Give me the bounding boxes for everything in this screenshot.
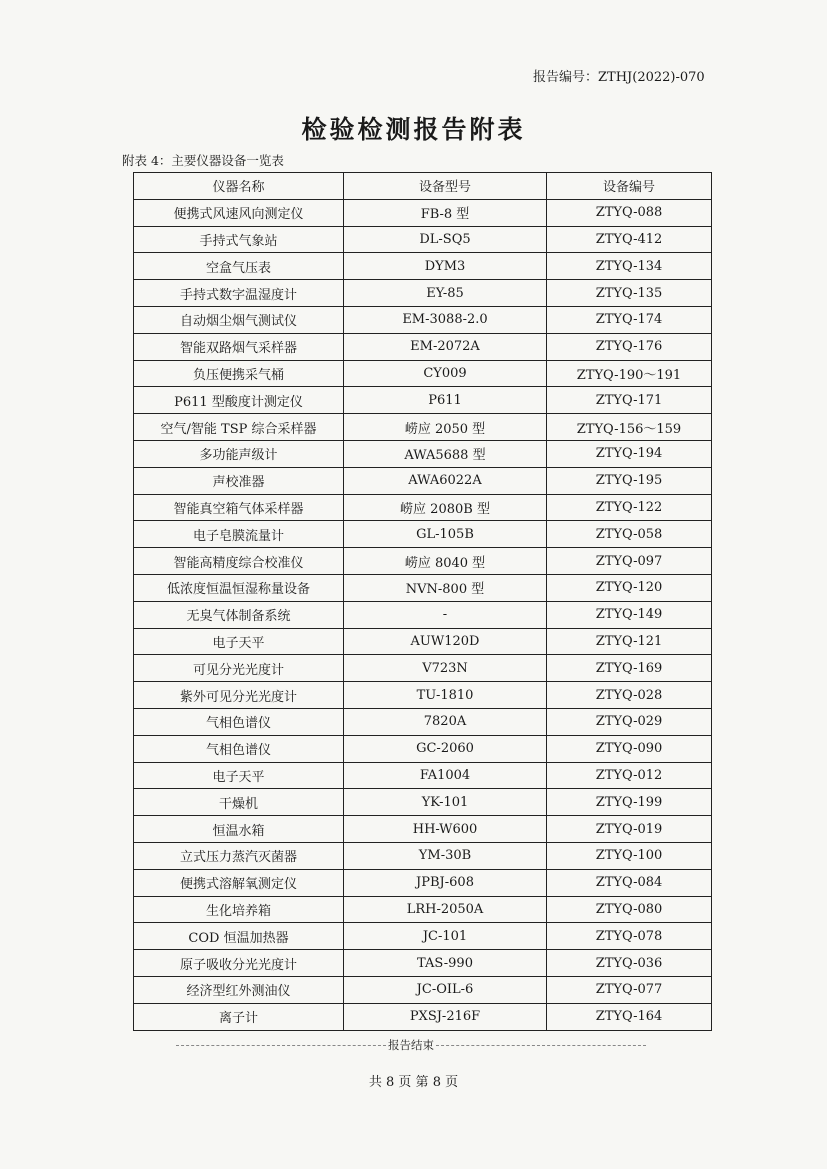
equipment-no-cell: ZTYQ-121 [547, 628, 712, 655]
equipment-no-cell: ZTYQ-036 [547, 950, 712, 977]
equipment-no-cell: ZTYQ-019 [547, 816, 712, 843]
table-row [134, 440, 712, 467]
instrument-name-cell: 电子天平 [134, 628, 344, 655]
equipment-no-cell: ZTYQ-134 [547, 253, 712, 280]
equipment-no-cell: ZTYQ-149 [547, 601, 712, 628]
equipment-no-cell: ZTYQ-028 [547, 682, 712, 709]
model-cell: NVN-800 型 [344, 574, 547, 601]
table-row [134, 923, 712, 950]
equipment-no-cell: ZTYQ-171 [547, 387, 712, 414]
table-row [134, 869, 712, 896]
equipment-no-cell: ZTYQ-012 [547, 762, 712, 789]
table-row [134, 521, 712, 548]
instrument-name-cell: 声校准器 [134, 467, 344, 494]
equipment-no-cell: ZTYQ-195 [547, 467, 712, 494]
instrument-name-cell: 紫外可见分光光度计 [134, 682, 344, 709]
model-cell: JC-OIL-6 [344, 976, 547, 1003]
table-row [134, 842, 712, 869]
equipment-no-cell: ZTYQ-122 [547, 494, 712, 521]
instrument-name-cell: 经济型红外测油仪 [134, 976, 344, 1003]
model-cell: AUW120D [344, 628, 547, 655]
instrument-name-cell: 电子天平 [134, 762, 344, 789]
model-cell: CY009 [344, 360, 547, 387]
equipment-no-cell: ZTYQ-164 [547, 1003, 712, 1030]
instrument-name-cell: 低浓度恒温恒湿称量设备 [134, 574, 344, 601]
table-row [134, 306, 712, 333]
model-cell: P611 [344, 387, 547, 414]
equipment-no-cell: ZTYQ-097 [547, 548, 712, 575]
model-cell: 7820A [344, 708, 547, 735]
model-cell: HH-W600 [344, 816, 547, 843]
model-cell: EY-85 [344, 280, 547, 307]
model-cell: DL-SQ5 [344, 226, 547, 253]
instrument-name-cell: 干燥机 [134, 789, 344, 816]
instrument-name-cell: 负压便携采气桶 [134, 360, 344, 387]
table-row [134, 601, 712, 628]
column-header-equipment-no: 设备编号 [547, 173, 712, 200]
instrument-name-cell: 无臭气体制备系统 [134, 601, 344, 628]
instrument-name-cell: 多功能声级计 [134, 440, 344, 467]
equipment-no-cell: ZTYQ-058 [547, 521, 712, 548]
table-row [134, 789, 712, 816]
report-end-marker [176, 1037, 646, 1053]
instrument-name-cell: 便携式溶解氧测定仪 [134, 869, 344, 896]
equipment-no-cell: ZTYQ-100 [547, 842, 712, 869]
table-row [134, 1003, 712, 1030]
table-row [134, 655, 712, 682]
column-header-model: 设备型号 [344, 173, 547, 200]
model-cell: 崂应 8040 型 [344, 548, 547, 575]
instrument-name-cell: 便携式风速风向测定仪 [134, 199, 344, 226]
equipment-no-cell: ZTYQ-088 [547, 199, 712, 226]
table-row [134, 950, 712, 977]
model-cell: AWA6022A [344, 467, 547, 494]
equipment-no-cell: ZTYQ-120 [547, 574, 712, 601]
instrument-name-cell: 立式压力蒸汽灭菌器 [134, 842, 344, 869]
instrument-name-cell: COD 恒温加热器 [134, 923, 344, 950]
column-header-instrument-name: 仪器名称 [134, 173, 344, 200]
table-row [134, 682, 712, 709]
equipment-no-cell: ZTYQ-156～159 [547, 414, 712, 441]
model-cell: JPBJ-608 [344, 869, 547, 896]
report-end-text: 报告结束 [388, 1038, 434, 1052]
equipment-no-cell: ZTYQ-174 [547, 306, 712, 333]
instrument-name-cell: 智能高精度综合校准仪 [134, 548, 344, 575]
model-cell: GC-2060 [344, 735, 547, 762]
model-cell: 崂应 2050 型 [344, 414, 547, 441]
table-row [134, 548, 712, 575]
equipment-no-cell: ZTYQ-084 [547, 869, 712, 896]
divider [436, 1045, 646, 1046]
equipment-no-cell: ZTYQ-176 [547, 333, 712, 360]
table-caption: 附表 4：主要仪器设备一览表 [122, 153, 284, 168]
instrument-name-cell: 手持式数字温湿度计 [134, 280, 344, 307]
equipment-no-cell: ZTYQ-412 [547, 226, 712, 253]
table-row [134, 226, 712, 253]
model-cell: TU-1810 [344, 682, 547, 709]
page-number: 共 8 页 第 8 页 [368, 1075, 459, 1090]
table-row [134, 816, 712, 843]
equipment-no-cell: ZTYQ-194 [547, 440, 712, 467]
equipment-no-cell: ZTYQ-078 [547, 923, 712, 950]
model-cell: YK-101 [344, 789, 547, 816]
equipment-table [133, 172, 712, 1031]
instrument-name-cell: 空气/智能 TSP 综合采样器 [134, 414, 344, 441]
table-row [134, 708, 712, 735]
model-cell: - [344, 601, 547, 628]
model-cell: FA1004 [344, 762, 547, 789]
table-row [134, 494, 712, 521]
model-cell: JC-101 [344, 923, 547, 950]
model-cell: 崂应 2080B 型 [344, 494, 547, 521]
equipment-no-cell: ZTYQ-077 [547, 976, 712, 1003]
table-row [134, 976, 712, 1003]
table-row [134, 896, 712, 923]
table-row [134, 467, 712, 494]
table-row [134, 199, 712, 226]
page-title: 检验检测报告附表 [301, 115, 526, 144]
table-row [134, 253, 712, 280]
table-row [134, 735, 712, 762]
instrument-name-cell: 电子皂膜流量计 [134, 521, 344, 548]
instrument-name-cell: 智能双路烟气采样器 [134, 333, 344, 360]
equipment-no-cell: ZTYQ-029 [547, 708, 712, 735]
model-cell: FB-8 型 [344, 199, 547, 226]
divider [176, 1045, 386, 1046]
table-header-row [134, 173, 712, 200]
model-cell: YM-30B [344, 842, 547, 869]
instrument-name-cell: P611 型酸度计测定仪 [134, 387, 344, 414]
table-row [134, 280, 712, 307]
instrument-name-cell: 生化培养箱 [134, 896, 344, 923]
table-body [134, 199, 712, 1030]
table-row [134, 628, 712, 655]
instrument-name-cell: 智能真空箱气体采样器 [134, 494, 344, 521]
instrument-name-cell: 手持式气象站 [134, 226, 344, 253]
model-cell: PXSJ-216F [344, 1003, 547, 1030]
instrument-name-cell: 气相色谱仪 [134, 735, 344, 762]
table-row [134, 360, 712, 387]
report-number: 报告编号：ZTHJ(2022)-070 [533, 70, 705, 85]
instrument-name-cell: 气相色谱仪 [134, 708, 344, 735]
instrument-name-cell: 空盒气压表 [134, 253, 344, 280]
table-row [134, 387, 712, 414]
equipment-no-cell: ZTYQ-135 [547, 280, 712, 307]
instrument-name-cell: 离子计 [134, 1003, 344, 1030]
model-cell: EM-3088-2.0 [344, 306, 547, 333]
instrument-name-cell: 恒温水箱 [134, 816, 344, 843]
table-row [134, 574, 712, 601]
model-cell: EM-2072A [344, 333, 547, 360]
instrument-name-cell: 原子吸收分光光度计 [134, 950, 344, 977]
table-row [134, 762, 712, 789]
model-cell: V723N [344, 655, 547, 682]
model-cell: AWA5688 型 [344, 440, 547, 467]
table-row [134, 333, 712, 360]
model-cell: TAS-990 [344, 950, 547, 977]
instrument-name-cell: 自动烟尘烟气测试仪 [134, 306, 344, 333]
model-cell: LRH-2050A [344, 896, 547, 923]
equipment-no-cell: ZTYQ-090 [547, 735, 712, 762]
table-row [134, 414, 712, 441]
equipment-no-cell: ZTYQ-199 [547, 789, 712, 816]
equipment-no-cell: ZTYQ-080 [547, 896, 712, 923]
model-cell: GL-105B [344, 521, 547, 548]
equipment-no-cell: ZTYQ-190～191 [547, 360, 712, 387]
model-cell: DYM3 [344, 253, 547, 280]
instrument-name-cell: 可见分光光度计 [134, 655, 344, 682]
equipment-no-cell: ZTYQ-169 [547, 655, 712, 682]
